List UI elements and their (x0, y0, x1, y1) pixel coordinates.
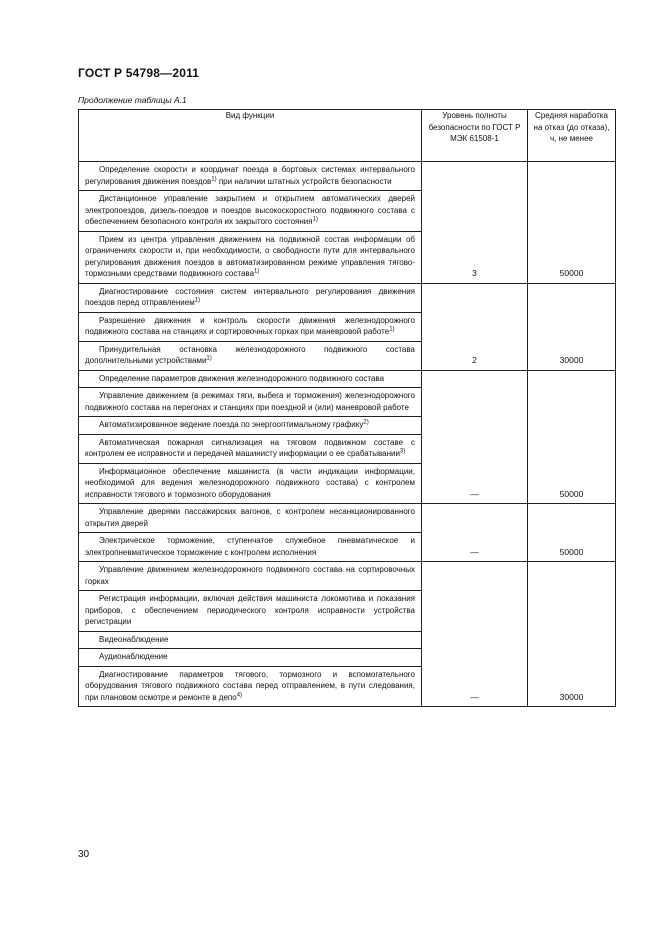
function-text (85, 593, 415, 628)
function-text (85, 564, 415, 587)
table-caption: Продолжение таблицы А.1 (78, 95, 187, 105)
function-text (85, 373, 415, 385)
function-text (85, 390, 415, 413)
document-title: ГОСТ Р 54798—2011 (78, 66, 200, 80)
function-cell (79, 191, 422, 232)
function-text (85, 193, 415, 228)
function-description: Автоматическая пожарная сигнализация на тяговом подвижном составе с контролем ее исправности и передачей машинисту информации о ее срабатывании (85, 437, 415, 458)
mtbf-cell: 50000 (528, 162, 616, 284)
function-description: Диагностирование состояния систем интервального регулирования движения поездов перед отправлением (85, 286, 415, 307)
table-body (79, 162, 616, 707)
function-description: Определение параметров движения железнодорожного подвижного состава (99, 373, 385, 383)
mtbf-cell: 30000 (528, 283, 616, 370)
mtbf-cell: 50000 (528, 504, 616, 562)
function-cell (79, 312, 422, 341)
function-text (85, 419, 415, 431)
function-description: Электрическое торможение, ступенчатое служебное пневматическое и электропневматическое торможение с контролем исполнения (85, 536, 415, 557)
footnote-ref: 1) (312, 216, 318, 223)
column-header-sil: Уровень полноты безопасности по ГОСТ Р МЭК 61508-1 (422, 110, 528, 162)
table-row (79, 370, 616, 388)
function-cell (79, 341, 422, 370)
function-description: Информационное обеспечение машиниста (в части индикации информации, необходимой для ведения железнодорожного подвижного состава) с контролем исправности тягового и тормозного оборудования (85, 466, 415, 499)
function-description: Определение скорости и координат поезда в бортовых системах интервального регулирования движения поездов (85, 165, 415, 186)
function-cell (79, 388, 422, 417)
function-text (85, 164, 415, 187)
function-cell (79, 591, 422, 632)
sil-cell: — (422, 504, 528, 562)
footnote-ref: 1) (254, 268, 260, 275)
function-description-cont: при наличии штатных устройств безопасности (216, 176, 392, 186)
function-description: Управление дверями пассажирских вагонов, с контролем несанкционированного открытия дверей (85, 507, 415, 528)
table-row (79, 283, 616, 312)
function-cell (79, 417, 422, 435)
function-description: Автоматизированное ведение поезда по энергооптимальному графику (99, 420, 364, 429)
column-header-mtbf: Средняя наработка на отказ (до отказа), ч, не менее (528, 110, 616, 162)
mtbf-cell: 30000 (528, 562, 616, 707)
function-description: Видеонаблюдение (99, 634, 169, 644)
function-cell (79, 162, 422, 191)
function-text (85, 651, 415, 663)
sil-cell: — (422, 562, 528, 707)
function-text (85, 669, 415, 704)
footnote-ref: 1) (211, 175, 217, 182)
footnote-ref: 2) (363, 419, 369, 426)
function-cell (79, 631, 422, 649)
column-header-function: Вид функции (79, 110, 422, 162)
function-cell (79, 370, 422, 388)
function-text (85, 315, 415, 338)
function-cell (79, 562, 422, 591)
table-row (79, 504, 616, 533)
function-text (85, 634, 415, 646)
function-cell (79, 666, 422, 707)
table-row (79, 562, 616, 591)
function-cell (79, 649, 422, 667)
function-text (85, 506, 415, 529)
functions-table (78, 109, 616, 707)
table-row (79, 162, 616, 191)
function-description: Регистрация информации, включая действия машиниста локомотива и показания приборов, с обеспечением периодического контроля исправности устройства регистрации (85, 594, 415, 626)
footnote-ref: 1) (194, 297, 201, 304)
footnote-ref: 1) (206, 355, 212, 362)
function-cell (79, 463, 422, 504)
footnote-ref: 4) (236, 691, 243, 698)
table-header-row (79, 110, 616, 162)
page-number: 30 (78, 849, 90, 860)
function-text (85, 535, 415, 558)
mtbf-cell: 50000 (528, 370, 616, 504)
function-cell (79, 434, 422, 463)
function-description: Управление движением железнодорожного подвижного состава на сортировочных горках (85, 565, 415, 586)
footnote-ref: 1) (389, 326, 395, 333)
footnote-ref: 3) (399, 448, 406, 455)
function-description: Дистанционное управление закрытием и открытием автоматических дверей электропоездов, дизель-поездов и поездов высокоскоростного подвижного состава с обеспечением безопасного контроля их закрытого состояния (85, 194, 415, 226)
function-cell (79, 231, 422, 283)
function-text (85, 234, 415, 280)
function-description: Разрешение движения и контроль скорости движения железнодорожного подвижного состава на станциях и сортировочных горках при маневровой работе (85, 315, 415, 336)
sil-cell: — (422, 370, 528, 504)
function-text (85, 466, 415, 501)
function-description: Аудионаблюдение (99, 652, 168, 661)
function-cell (79, 504, 422, 533)
sil-cell: 3 (422, 162, 528, 284)
function-cell (79, 283, 422, 312)
function-description: Управление движением (в режимах тяги, выбега и торможения) железнодорожного подвижного состава на перегонах и станциях при поездной и (или) маневровой работе (85, 391, 415, 412)
function-description: Прием из центра управления движением на подвижной состав информации об ограничениях скорости и, при необходимости, о свободности пути для интервального регулирования движения поездов в автоматизированном режиме управления тягово-тормозными средствами подвижного состава (85, 234, 415, 278)
function-text (85, 437, 415, 460)
function-description: Принудительная остановка железнодорожного подвижного состава дополнительными устройствами (85, 344, 415, 365)
function-description: Диагностирование параметров тягового, тормозного и вспомогательного оборудования тягового подвижного состава перед отправлением, в пути следования, при плановом осмотре и ремонте в депо (85, 669, 415, 702)
function-text (85, 344, 415, 367)
sil-cell: 2 (422, 283, 528, 370)
function-text (85, 286, 415, 309)
function-cell (79, 533, 422, 562)
